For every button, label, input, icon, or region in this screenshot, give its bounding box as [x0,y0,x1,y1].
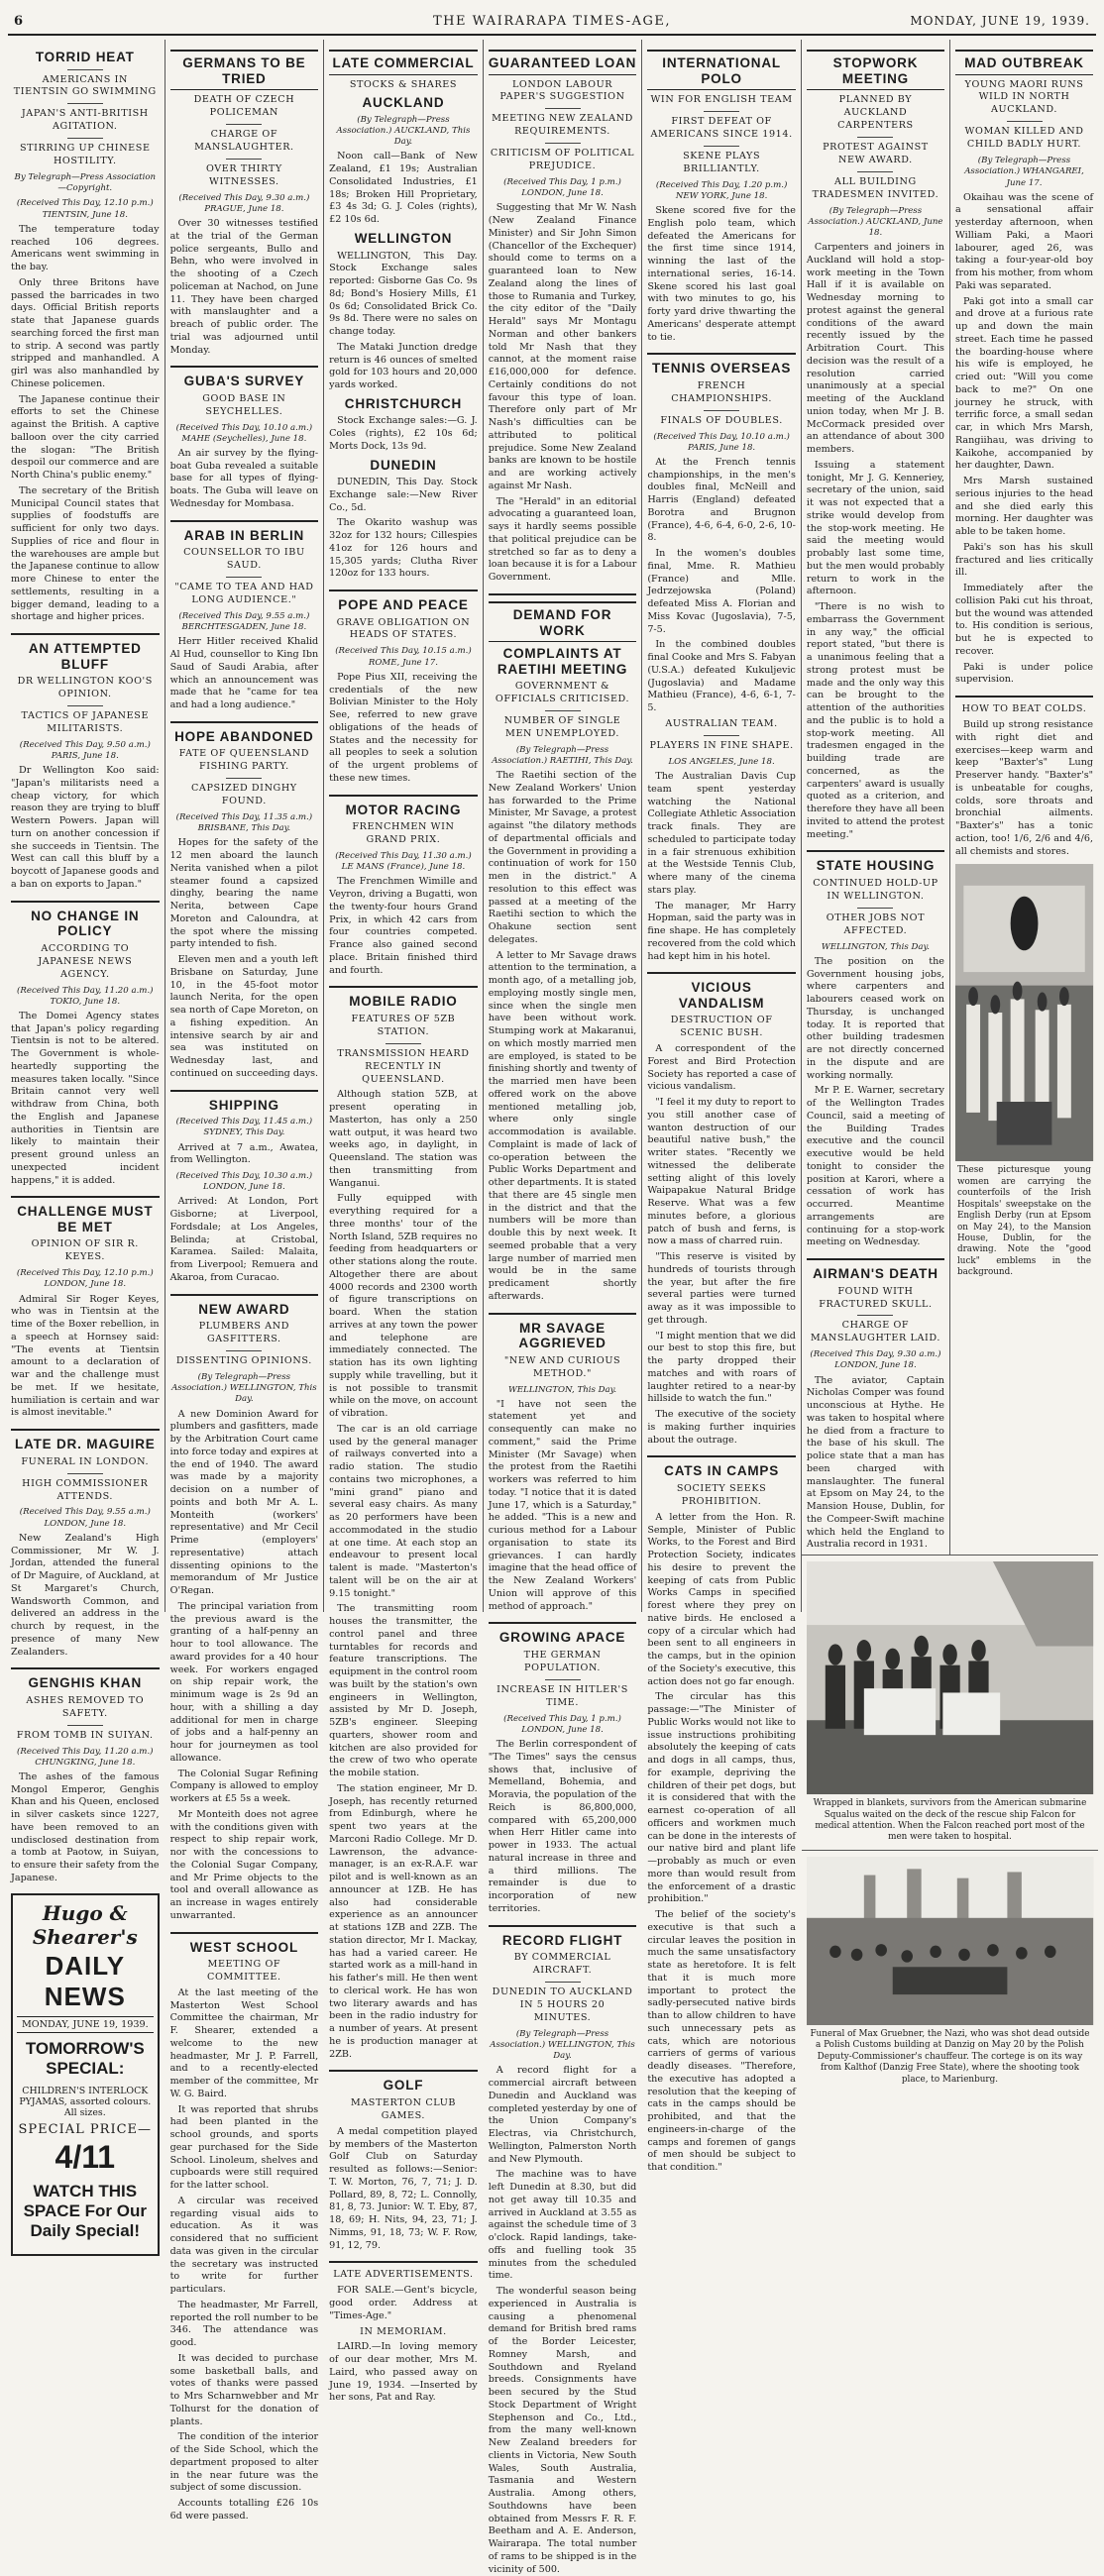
subhead: DESTRUCTION OF SCENIC BUSH. [670,1015,773,1039]
subhead: PLUMBERS AND GASFITTERS. [198,1321,290,1345]
headline-germans-to-be-tried: GERMANS TO BE TRIED [170,50,319,90]
headline-late-dr-maguire: LATE DR. MAGUIRE [15,1437,156,1452]
paragraph: Only three Britons have passed the barricades in two days. Official British reports state that Japanese guards searching forced the first man to strip. A second was partly stripped and manhandled. A girl was also manhandled by Chinese policemen. [11,276,160,389]
paragraph: Suggesting that Mr W. Nash (New Zealand Finance Minister) and Sir John Simon (Chancellor of the Exchequer) should come to terms on a guaranteed loan to New Zealand along the lines of those to Rumania and Turkey, the city editor of the "Daily Herald" says Mr Montagu Norman and other bankers told Mr Nash that they cannot, at the moment raise £16,000,000 for defence. Certainly conditions do not favour this type of loan. Therefore only part of Mr Nash's difficulties can be attributed to political prejudice. Some New Zealand banks are known to be hostile and are working actively against Mr Nash. [488,202,637,491]
divider [857,137,893,138]
paragraph: The ashes of the famous Mongol Emperor, Genghis Khan and his Queen, enclosed in silver caskets since 1227, have been removed to an undisclosed destination from a tomb at Paotow, in Suiyan, to ensure their safety from the Japanese. [11,1771,160,1883]
headline-attempted-bluff: AN ATTEMPTED BLUFF [28,641,142,672]
divider [545,108,581,109]
headline-shipping: SHIPPING [208,1097,279,1113]
received-line: (Received This Day, 11.30 a.m.) LE MANS (France), June 18. [335,850,472,873]
column-1 [6,40,166,2241]
subhead: DEATH OF CZECH POLICEMAN [193,94,295,118]
subhead: AUSTRALIAN TEAM. [665,717,778,729]
section-rule [170,1932,319,1934]
paragraph: Herr Hitler received Khalid Al Hud, counsellor to King Ibn Saud of Saudi Arabia, after which an announcement was made that he "came for tea and had a long audience." [169,636,319,711]
section-rule [11,901,160,903]
headline-state-housing: STATE HOUSING [816,858,936,874]
section-rule [170,366,319,368]
section-rule [647,1455,796,1457]
headline-gubas-survey: GUBA'S SURVEY [183,374,305,389]
subhead: CONTINUED HOLD-UP IN WELLINGTON. [813,877,938,902]
paragraph: Dr Wellington Koo said: "Japan's militarists need a cheap victory, for which reason they are trying to bluff Western Powers. Japan will turn on another concession if she succeeds in Tientsin. The West can call this bluff by a boycott of Japanese goods and a ban on exports to Japan." [11,765,160,890]
received-line: (Received This Day, 10.15 a.m.) ROME, June 17. [335,646,472,668]
paragraph: The wonderful season being experienced in Australia is causing a phenomenal demand for British bred rams of the Border Leicester, Romney Marsh, and Southdown and Ryeland breeds. Consignments have been secured by the Stud Stock Department of Wright Stephenson and Co., Ltd., from the many well-known New Zealand breeders for clients in Victoria, New South Wales, South Australia, Tasmania and Western Australia. Among others, Southdowns have been obtained from Messrs F. R. F. Beetham and A. E. Anderson, Wairarapa. The total number of rams to be shipped is in the vicinity of 500. [488,2286,637,2575]
divider [67,69,103,70]
section-rule [647,353,796,355]
section-rule [170,1294,319,1296]
section-auckland: AUCKLAND [362,95,445,111]
paragraph: Build up strong resistance with right diet and exercises—keep warm and keep "Baxter's" Lung Preserver handy. "Baxter's" is unbeatable for coughs, colds, sore throats and bronchial ailments. "Baxter's" has a tonic action, too! 1/6, 2/6 and 4/6, all chemists and stores. [954,719,1094,857]
headline-growing-apace: GROWING APACE [498,1630,626,1646]
classified-ad: FOR SALE.—Gent's bicycle, good order. Address at "Times-Age." [329,2285,478,2321]
headline-motor-racing: MOTOR RACING [345,802,462,817]
column-5 [642,40,802,2174]
subhead: NUMBER OF SINGLE MEN UNEMPLOYED. [503,714,621,739]
in-memoriam-heading: IN MEMORIAM. [360,2325,447,2337]
received-line: (Received This Day, 10.10 a.m.) PARIS, June 18. [653,431,790,453]
paragraph: Immediately after the collision Paki cut his throat, but the wound was attended to. His condition is serious, but he is expected to recover. [954,583,1094,657]
photo-irish-sweepstake [955,864,1093,1161]
paragraph: The car is an old carriage used by the general manager of railways converted into a radio station. The studio contains two microphones, a "mini grand" piano and several easy chairs. As many as 20 performers have been accommodated in the studio at one time. At each stop an endeavour to present local talent is made. "Masterton's talent will be on the air at 9.15 tonight." [329,1423,478,1599]
section-rule [489,1622,637,1624]
subhead: AMERICANS IN TIENTSIN GO SWIMMING [13,73,157,98]
received-line: (By Telegraph—Press Association.) WELLINGTON, This Day. [490,2028,635,2062]
paragraph: A correspondent of the Forest and Bird Protection Society has reported a case of vicious vandalism. [647,1043,796,1093]
paragraph: It was reported that shrubs had been planted in the school grounds, and sports gear purchased for the Side School. Linoleum, shelves and cupboards were still required for the latter school. [169,2103,319,2192]
paragraph: Stock Exchange sales:—G. J. Coles (rights), £2 10s 6d; Morts Dock, 13s 9d. [329,415,478,452]
section-rule [11,1667,160,1669]
headline-mad-outbreak: MAD OUTBREAK [955,50,1093,75]
received-line: (Received This Day, 12.10 p.m.) TIENTSIN, June 18. [16,198,154,220]
divider [857,1315,893,1316]
subhead: STIRRING UP CHINESE HOSTILITY. [20,143,151,167]
paragraph: Mrs Marsh sustained serious injuries to the head and she died early this morning. Her daughter was able to be taken home. [954,476,1094,538]
paragraph: "This reserve is visited by hundreds of tourists through the year, but after the fire several parties were turned away as it was impossible to get through. [647,1251,796,1326]
paragraph: The secretary of the British Municipal Council states that supplies of foodstuffs are sufficient for only two days. Supplies of rice and flour in the warehouses are ample but the Japanese continue to allow more Chinese to enter the settlements, resulting in a bigger demand, leading to a shortage and higher prices. [11,484,160,623]
subhead: COUNSELLOR TO IBU SAUD. [183,547,305,572]
paragraph: Pope Pius XII, receiving the credentials of the new Bolivian Minister to the Holy See, referred to new grave obligations of the heads of States and the necessity for all peoples to seek a solution of the urgent problems of these new times. [329,671,478,784]
paragraph: Although station 5ZB, at present operating in Masterton, has only a 250 watt output, it was heard two weeks ago, in daylight, in Queensland. The station was then transmitting from Wanganui. [329,1089,478,1189]
headline-stopwork-meeting: STOPWORK MEETING [807,50,944,90]
subhead: DR WELLINGTON KOO'S OPINION. [17,676,153,700]
paragraph: In the women's doubles final, Mme. R. Mathieu (France) and Mlle. Jedrzejowska (Poland) defeated Miss A. Florian and Miss Kovac (Jugoslavia), 7-5, 7-5. [647,548,796,635]
paragraph: A new Dominion Award for plumbers and gasfitters, made by the Arbitration Court came into force today and expires at the end of 1940. The award was made by a majority decision on a number of points and both Mr A. L. Monteith (workers' representative) and Mr Cecil Prime (employers' representative) attach dissenting opinions to the memorandum of Mr Justice O'Regan. [169,1408,319,1596]
paragraph: A medal competition played by members of the Masterton Golf Club on Saturday resulted as follows:—Senior: T. W. Morton, 76, 7, 71; J. D. Pollard, 89, 8, 72; L. Connolly, 81, 8, 73. Junior: W. T. Eby, 87, 18, 69; H. Nits, 94, 23, 71; J. Nimms, 91, 18, 73; W. F. Row, 91, 12, 79. [329,2125,478,2251]
paragraph: The Frenchmen Wimille and Veyron, driving a Bugatti, won the twenty-four hours Grand Prix, in which 42 cars from four countries competed. France also gained second place. Britain finished third and fourth. [329,876,478,976]
headline-hope-abandoned: HOPE ABANDONED [174,728,314,744]
paragraph: The Mataki Junction dredge return is 46 ounces of smelted gold for 103 hours and 20,000 yards worked. [329,341,478,390]
paragraph: The headmaster, Mr Farrell, reported the roll number to be 346. The attendance was good. [169,2299,319,2349]
divider [857,908,893,909]
paragraph: "I feel it my duty to report to you still another case of wanton destruction of our beautiful native bush," the writer states. "Recently we witnessed the deliberate setting alight of this lovely Waipapakue Natural Bridge Reserve. What was a few minutes before, a glorious patch of bush and ferns, is now a mass of charred ruin. [647,1097,796,1247]
paragraph: Fully equipped with everything required for a three months' tour of the North Island, 5ZB requires no feeding from headquarters or other stations along the route. Altogether there are about 4000 records and 2300 worth of figure transcriptions on board. When the station arrives at any town the power and telephone are immediately connected. The station has its own lighting supply while travelling, but it is not possible to transmit while on the move, on account of vibration. [329,1193,478,1420]
subhead: TACTICS OF JAPANESE MILITARISTS. [21,709,150,734]
memoriam-notice: LAIRD.—In loving memory of our dear mother, Mrs M. Laird, who passed away on June 19, 1934. —Inserted by her sons, Pat and Ray. [329,2341,478,2404]
headline-arab-in-berlin: ARAB IN BERLIN [183,527,305,543]
subhead: PLAYERS IN FINE SHAPE. [649,739,794,751]
paragraph: Paki is under police supervision. [954,661,1094,686]
received-line: WELLINGTON, This Day. [507,1384,617,1395]
headline-pope-and-peace: POPE AND PEACE [338,597,469,613]
received-line: (Received This Day, 1 p.m.) LONDON, June 18. [503,1713,621,1735]
subhead: THE GERMAN POPULATION. [523,1649,602,1673]
paragraph: The machine was to have left Dunedin at 8.30, but did not get away till 10.35 and arrived in Auckland at 3.55 as against the schedule time of 3 o'clock. Rapid landings, take-offs and fuelling took 35 minutes from the scheduled time. [488,2169,637,2282]
paragraph: The Japanese continue their efforts to set the Chinese against the British. A captive balloon over the city carried the slogan: "The British despoil our commerce and are North China's public enemy." [11,393,160,482]
section-rule [489,593,637,595]
received-line: (Received This Day, 10.30 a.m.) LONDON, June 18. [175,1171,313,1193]
funeral-photo-block [802,1850,1098,2092]
hugo-shearer-advertisement [11,1893,160,2256]
column-4 [484,40,643,2575]
headline-mobile-radio: MOBILE RADIO [349,994,458,1010]
subhead: OPINION OF SIR R. KEYES. [31,1238,139,1263]
paragraph: It was decided to purchase some basketball balls, and votes of thanks were passed to Mrs Scharnwebber and Mr Tolhurst for the donation of plants. [169,2352,319,2427]
divider [67,1725,103,1726]
headline-mr-savage-aggrieved: MR SAVAGE AGGRIEVED [518,1320,607,1351]
divider [857,171,893,172]
paragraph: The Raetihi section of the New Zealand Workers' Union has forwarded to the Prime Minister, Mr Savage, a protest against "the dilatory methods of departmental officials and the Government in providing a continuation of work for 150 men in the district." A resolution to this effect was passed at a meeting of the Raetihi section to which the Ohakune section sent delegates. [488,770,637,945]
divider [67,138,103,139]
paragraph: The belief of the society's executive is that such a circular leaves the position in much the same unsatisfactory state as heretofore. It is felt that it is much more important to protect the sadly-persecuted native birds than to allow children to have such unnecessary pets as cats, which are notorious carriers of germs of various deadly diseases. "Therefore, the executive has adopted a resolution that the keeping of cats in the camps should be prohibited, and that the engineers-in-charge of the camps and foremen of gangs of men should be subject to that condition." [647,1909,796,2174]
divider [1007,121,1043,122]
received-line: (By Telegraph—Press Association.) AUCKLAND, This Day. [336,114,471,148]
late-advertisements-heading: LATE ADVERTISEMENTS. [333,2269,474,2281]
subhead-raetihi-meeting: COMPLAINTS AT RAETIHI MEETING [497,646,628,677]
section-rule [489,1313,637,1315]
ad-price: 4/11 [55,2138,116,2175]
ad-brand: Hugo & Shearer's [32,1900,138,1949]
ad-tomorrows-special: TOMORROW'S SPECIAL: [25,2038,145,2079]
subhead: FATE OF QUEENSLAND FISHING PARTY. [178,748,310,773]
subhead: GOVERNMENT & OFFICIALS CRITICISED. [495,681,630,704]
paragraph: The station engineer, Mr D. Joseph, has recently returned from Edinburgh, where he spent two years at the Marconi Radio College. Mr D. Lawrenson, the advance-manager, is an ex-R.A.F. war pilot and is well-known as an announcer at 1ZB. He has also had considerable experience as an announcer at stations 1ZB and 2ZB. The station director, Mr I. Mackay, has had a varied career. He started work as a mill-hand in his father's mill. He then went to clerical work. He has won two literary awards and has been in the radio industry for a number of years. At present he is production manager at 2ZB. [329,1782,478,2060]
headline-challenge: CHALLENGE MUST BE MET [17,1204,154,1234]
subhead: ALL BUILDING TRADESMEN INVITED. [812,175,939,200]
subhead: OTHER JOBS NOT AFFECTED. [826,912,926,936]
section-rule [807,850,944,852]
headline-airmans-death: AIRMAN'S DEATH [813,1266,938,1282]
paragraph: At the French tennis championships, in the men's doubles final, McNeill and Harris (England) defeated Borotra and Brugnon (France), 4-6, 6-4, 6-0, 2-6, 10-8. [647,456,796,544]
paragraph: The position on the Government housing jobs, where carpenters and labourers ceased work on Thursday, is unchanged today. It is reported that other building tradesmen are not directly concerned in the dispute and are working normally. [806,955,944,1081]
received-line: (Received This Day, 12.10 p.m.) LONDON, June 18. [16,1268,154,1290]
page-columns [6,40,1098,2575]
subhead: CHARGE OF MANSLAUGHTER LAID. [810,1320,940,1344]
paragraph: An air survey by the flying-boat Guba revealed a suitable base for all types of flying-boats. The Guba will leave on Wednesday for Mombasa. [169,447,319,509]
paragraph: Over 30 witnesses testified at the trial of the German police sergeants, Bullo and Behn, who were involved in the shooting of a Czech policeman at Nachod, on June 11. They have been charged with manslaughter and a breach of public order. The trial was adjourned until Monday. [169,218,319,356]
divider [704,146,739,147]
paragraph: Arrived at 7 a.m., Awatea, from Wellington. [169,1141,319,1166]
paragraph: A record flight for a commercial aircraft between Dunedin and Auckland was completed yesterday by one of the Union Company's Electras, via Christchurch, Wellington, Palmerston North and New Plymouth. [488,2065,637,2165]
paragraph: A letter to Mr Savage draws attention to the termination, a month ago, of a metalling job, employing mostly single men, since when the single men have been without work. Stumping work at Makaranui, on which mostly married men are employed, is stated to be finishing shortly and twenty of the married men have been offered work on the above mentioned metalling job, where only single accommodation is available. Complaint is made of lack of co-operation between the Public Works Department and other departments. It is stated that there are 45 single men in the district and that the numbers will be more than double this by next week. It seemed probable that a very large number of married men would be in the same predicament shortly afterwards. [488,949,637,1302]
subhead: MEETING OF COMMITTEE. [207,1959,281,1983]
received-line: (By Telegraph—Press Association.) AUCKLAND, June 18. [808,205,943,238]
headline-international-polo: INTERNATIONAL POLO [647,50,796,90]
headline-record-flight: RECORD FLIGHT [501,1932,623,1948]
paragraph: At the last meeting of the Masterton West School Committee the chairman, Mr F. Shearer, extended a welcome to the new headmaster, Mr J. P. Farrell, and to a recently-elected member of the committee, Mr W. G. Baird. [169,1986,319,2099]
paragraph: Noon call—Bank of New Zealand, £1 19s; Australian Consolidated Industries, £1 18s; Broken Hill Proprietary, £3 4s 3d; G. J. Coles (rights), £2 10s 6d. [329,151,478,226]
received-line: (Received This Day, 9.30 a.m.) PRAGUE, June 18. [178,192,310,214]
paragraph: The Berlin correspondent of "The Times" says the census shows that, inclusive of Memelland, Bohemia, and Moravia, the population of the Reich is 86,800,000, compared with 65,200,000 when Herr Hitler came into power in 1933. The actual natural increase in three and a third millions. The remainder is due to incorporation of new territories. [488,1739,637,1914]
subhead: JAPAN'S ANTI-BRITISH AGITATION. [21,108,149,133]
received-line: (Received This Day, 11.35 a.m.) BRISBANE, This Day. [175,812,313,834]
subhead: BY COMMERCIAL AIRCRAFT. [513,1952,611,1977]
section-rule [329,986,478,988]
ad-date: MONDAY, JUNE 19, 1939. [17,2016,154,2033]
section-rule [170,520,319,522]
paragraph: The Domei Agency states that Japan's policy regarding Tientsin is not to be altered. The Government is whole-heartedly supporting the measures taken locally. "Since Britain cannot very well withdraw from China, both the English and Japanese authorities in Tientsin are likely to maintain their present ground unless an unexpected incident happens," it is added. [11,1010,160,1186]
right-top [802,40,1098,1555]
ad-watch-this-space: WATCH THIS SPACE For Our Daily Special! [23,2181,147,2241]
divider [704,111,739,112]
section-rule [11,633,160,635]
paragraph: Admiral Sir Roger Keyes, who was in Tientsin at the time of the Boxer rebellion, in a speech at Hornsey said: "The events at Tientsin amount to a declaration of war and the challenge must be met. If we hesitate, humiliation is certain and war is almost inevitable." [11,1293,160,1419]
paragraph: DUNEDIN, This Day. Stock Exchange sale:—New River Co., 5d. [329,477,478,513]
section-christchurch: CHRISTCHURCH [344,395,463,411]
paragraph: The circular has this passage:—"The Minister of Public Works would not like to issue instructions prohibiting absolutely the keeping of cats and dogs in all camps, thus, for example, depriving the children of their pet dogs, but it is considered that with the earnest co-operation of all officers and workmen much can be done in the interests of our native bird and plant life—probably as much or even more than would result from the enforcement of a drastic prohibition." [647,1691,796,1905]
section-rule [170,1090,319,1092]
paragraph: Issuing a statement tonight, Mr J. G. Kenneriey, secretary of the union, said it was not expected that a strike would develop from the stop-work meeting. He said the meeting would probably last some time, but the men would probably return to work in the afternoon. [806,459,944,597]
section-rule [955,696,1093,698]
paragraph: The transmitting room houses the transmitter, the control panel and three turntables for records and feature transcriptions. The equipment in the control room was built by the station's own engineers in Wellington, assisted by Mr D. Joseph, 5ZB's engineer. Sleeping quarters, shower room and kitchen are also provided for the crew of two who operate the mobile station. [329,1603,478,1779]
section-rule [329,2261,478,2263]
subhead: FIRST DEFEAT OF AMERICANS SINCE 1914. [650,115,793,140]
caption-irish-sweepstake: These picturesque young women are carrying the counterfoils of the Irish Hospitals' sweepstake on the English Derby (run at Epsom on May 24), to the Mansion House, Dublin, for the drawing. Note the "good luck" emblems in the background. [956,1165,1092,1278]
headline-tennis-overseas: TENNIS OVERSEAS [651,361,792,376]
subhead: DUNEDIN TO AUCKLAND IN 5 HOURS 20 MINUTES. [492,1986,633,2023]
photo-squalus-survivors [807,1561,1093,1794]
subhead: FOUND WITH FRACTURED SKULL. [819,1285,933,1310]
headline-torrid-heat: TORRID HEAT [35,50,135,64]
subhead: CRITICISM OF POLITICAL PREJUDICE. [490,148,635,172]
page-number: 6 [14,14,24,29]
photo-gruebner-funeral-image [807,1857,1093,2025]
divider [226,577,262,578]
paragraph: Paki got into a small car and drove at a furious rate up and down the main street. Each time he passed the boarding-house where his wife is employed, he cried out: "Will you come back to me?" On one journey he struck, with terrific force, a small sedan car, in which Mrs Marsh, Rangiihau, was driving to Kaikohe, accompanied by her daughter, Dawn. [954,295,1094,472]
newspaper-title: THE WAIRARAPA TIMES-AGE, [432,14,672,29]
divider [226,159,262,160]
divider [704,410,739,411]
section-rule [647,972,796,974]
subhead: CHARGE OF MANSLAUGHTER. [194,128,294,153]
paragraph: WELLINGTON, This Day. Stock Exchange sales reported: Gisborne Gas Co. 9s 8d; Bond's Hosiery Mills, £1 0s 6d; Consolidated Brick Co. 9s 8d. There were no sales on change today. [329,250,478,337]
paragraph: A circular was received regarding visual aids to education. As it was considered that no sufficient data was given in the circular the secretary was instructed to write for further particulars. [169,2195,319,2296]
paragraph: Skene scored five for the English polo team, which defeated the Americans for the first time since 1914, winning the last of the international series, 16-14. Skene scored his last goal with two minutes to go, his forty yard drive thwarting the Americans' desperate attempt to tie. [647,205,796,343]
subhead: GOOD BASE IN SEYCHELLES. [202,392,286,417]
paragraph: Paki's son has his skull fractured and lies critically ill. [954,541,1094,579]
column-6 [802,40,950,1555]
divider [704,735,739,736]
headline-guaranteed-loan: GUARANTEED LOAN [489,50,637,75]
headline-genghis-khan: GENGHIS KHAN [28,1675,143,1691]
ad-item: CHILDREN'S INTERLOCK PYJAMAS, assorted colours. All sizes. [19,2085,152,2118]
headline-cats-in-camps: CATS IN CAMPS [664,1463,780,1479]
subhead: MEETING NEW ZEALAND REQUIREMENTS. [492,113,633,138]
paragraph: The "Herald" in an editorial advocating a guaranteed loan, says it hardly seems possible that political prejudice can be stretched so far as to deny a loan because it is for a Labour Government. [488,495,637,584]
received-line: (By Telegraph—Press Association.) WHANGAREI, June 17. [964,156,1084,188]
headline-golf: GOLF [383,2078,424,2093]
divider [545,1679,581,1680]
paragraph: Carpenters and joiners in Auckland will hold a stop-work meeting in the Town Hall if it is available on Wednesday morning to protest against the general conditions of the award recently issued by the Arbitration Court. This decision was the result of a resolution carried unanimously at a special meeting of the Auckland union today, when Mr J. B. McCormack presided over an attendance of about 300 members. [806,242,944,456]
subhead: FRENCHMEN WIN GRAND PRIX. [352,821,455,845]
divider [67,103,103,104]
subhead: YOUNG MAORI RUNS WILD IN NORTH AUCKLAND. [964,78,1084,116]
divider [386,1043,421,1044]
divider [545,710,581,711]
paragraph: The condition of the interior of the Side School, which the department proposed to alter in the near future was the subject of some discussion. [169,2431,319,2494]
headline-how-to-beat-colds: HOW TO BEAT COLDS. [961,703,1087,715]
received-line: (Received This Day, 11.45 a.m.) SYDNEY, This Day. [175,1117,313,1138]
subhead: PLANNED BY AUCKLAND CARPENTERS [837,94,914,131]
submarine-photo-block [802,1555,1098,1850]
subhead: FUNERAL IN LONDON. [21,1455,150,1467]
divider [226,1350,262,1351]
paragraph: The Colonial Sugar Refining Company is allowed to employ workers at £5 5s a week. [169,1768,319,1804]
subhead: ACCORDING TO JAPANESE NEWS AGENCY. [38,942,133,980]
paragraph: The aviator, Captain Nicholas Comper was found unconscious at Hythe. He was taken to hospital where he died from a fracture to the base of his skull. The police state that a man has been charged with manslaughter. The funeral at Epsom on May 24, to the Mansion House, Dublin, for the Compeer-Swift machine which held the England to Australia record in 1931. [806,1374,944,1551]
divider [67,705,103,706]
subhead: INCREASE IN HITLER'S TIME. [497,1683,628,1708]
paragraph: The temperature today reached 106 degrees. Americans went swimming in the bay. [11,223,160,273]
received-line: (Received This Day, 9.50 a.m.) PARIS, June 18. [19,739,151,762]
paragraph: Accounts totalling £26 10s 6d were passed. [169,2498,319,2522]
section-rule [329,2070,478,2072]
section-rule [329,795,478,797]
paragraph: The Okarito washup was 32oz for 132 hours; Cillespies 41oz for 126 hours and 15,305 yards; Clutha River 120oz for 133 hours. [329,517,478,580]
subhead: "NEW AND CURIOUS METHOD." [503,1354,621,1379]
received-line: (By Telegraph—Press Association.) WELLINGTON, This Day. [171,1371,317,1405]
subhead: FRENCH CHAMPIONSHIPS. [671,379,773,404]
paragraph: Mr P. E. Warner, secretary of the Wellington Trades Council, said a meeting of the Building Trades executive and the council executive would be held tonight to consider the position at Karori, where a cessation of work has occurred. Meantime arrangements are continuing for a stop-work meeting on Wednesday. [806,1085,944,1248]
section-wellington: WELLINGTON [354,230,453,246]
headline-demand-for-work: DEMAND FOR WORK [489,601,637,642]
ad-daily-news: DAILY NEWS [44,1950,126,2011]
section-dunedin: DUNEDIN [370,457,437,473]
subhead: PROTEST AGAINST NEW AWARD. [823,141,929,165]
issue-date: MONDAY, JUNE 19, 1939. [910,14,1090,28]
received-line: (Received This Day, 9.30 a.m.) LONDON, June 18. [810,1349,941,1371]
section-rule [489,1925,637,1927]
divider [226,124,262,125]
caption-squalus-survivors: Wrapped in blankets, survivors from the American submarine Squalus waited on the deck of the rescue ship Falcon for medical attention. When the Falcon reached port most of the men were taken to hospital. [813,1798,1087,1843]
subhead: LONDON LABOUR PAPER'S SUGGESTION [499,78,625,103]
subhead: MASTERTON CLUB GAMES. [350,2096,457,2121]
subhead: CAPSIZED DINGHY FOUND. [190,783,297,807]
column-3 [324,40,484,2404]
subhead: TRANSMISSION HEARD RECENTLY IN QUEENSLAND. [337,1047,470,1085]
divider [226,778,262,779]
wire-credit: By Telegraph—Press Association—Copyright. [14,172,157,194]
subhead: FINALS OF DOUBLES. [660,414,783,426]
column-7 [950,40,1098,1555]
subhead: DISSENTING OPINIONS. [175,1355,312,1367]
paragraph: The principal variation from the previous award is the granting of a half-penny an hour to tool allowance. The award provides for a 40 hour week. For workers engaged on ship repair work, the minimum wage is 2s 9d an hour, with a shilling a day additional for men in charge of jobs and a half-penny an hour for journeymen as tool allowance. [169,1600,319,1764]
received-line: (Received This Day, 9.55 a.m.) LONDON, June 18. [19,1507,151,1529]
section-rule [11,1196,160,1198]
received-line: (By Telegraph—Press Association.) RAETIHI, This Day. [492,744,633,766]
received-line: (Received This Day, 11.20 a.m.) CHUNGKING, June 18. [17,1746,154,1768]
headline-vicious-vandalism: VICIOUS VANDALISM [678,980,765,1011]
subhead: OVER THIRTY WITNESSES. [205,162,282,187]
paragraph: The Australian Davis Cup team spent yesterday watching the National Collegiate Athletic Association track finals. They are scheduled to participate today in a fair strenuous exhibition at the Westside Tennis Club, where many of the cinema stars play. [647,771,796,896]
ad-special-price-label: SPECIAL PRICE— [18,2121,153,2137]
paragraph: In the combined doubles final Cooke and Mrs S. Fabyan (U.S.A.) defeated Kukuljevic (Jugoslavia) and Madame Mathieu (France), 4-6, 6-1, 7-5. [647,639,796,714]
subhead: GRAVE OBLIGATION ON HEADS OF STATES. [336,616,471,641]
photo-gruebner-funeral [807,1857,1093,2025]
paragraph: Hopes for the safety of the 12 men aboard the launch Nerita vanished when a pilot steamer found a capsized dinghy, bearing the name Nerita, between Cape Moreton and Caloundra, at the spot where the missing party intended to fish. [169,837,319,950]
subhead: WIN FOR ENGLISH TEAM [650,94,793,106]
paragraph: Eleven men and a youth left Brisbane on Saturday, June 10, in the 45-foot motor launch Nerita, for the open sea north of Cape Moreton, on a fishing expedition. An intensive search by air and sea was instituted on Wednesday last, and continued on succeeding days. [169,954,319,1079]
subhead: SKENE PLAYS BRILLIANTLY. [683,150,761,174]
received-line: WELLINGTON, This Day. [821,941,930,952]
paragraph: "I have not seen the statement yet and consequently can make no comment," said the Prime Minister (Mr Savage) when the protest from the Raetihi workers was referred to him today. "I notice that it is dated June 17, which is a Saturday," he added. "This is a new and curious method for a Labour organisation to state its grievances. I can hardly imagine that the head office of the New Zealand Workers' Union will approve of this method of approach." [488,1398,637,1612]
photo-irish-sweepstake-image [955,864,1093,1161]
paragraph: New Zealand's High Commissioner, Mr W. J. Jordan, attended the funeral of Dr Maguire, of Auckland, at St Margaret's Church, Wandsworth Common, and delivered an address in the church by request, in the presence of many New Zealanders. [11,1532,160,1658]
paragraph: A letter from the Hon. R. Semple, Minister of Public Works, to the Forest and Bird Protection Society, indicates his desire to prevent the keeping of cats from Public Works Camps in specified forest where they prey on native birds. He enclosed a copy of a circular which had been sent to all engineers in the camps, but in the opinion of the Society's executive, this action does not go far enough. [647,1511,796,1687]
section-rule [807,1258,944,1260]
section-rule [329,590,478,591]
headline-west-school: WEST SCHOOL [189,1939,299,1955]
divider [545,1982,581,1983]
subhead: WOMAN KILLED AND CHILD BADLY HURT. [964,126,1084,151]
paragraph: Mr Monteith does not agree with the conditions given with respect to ship repair work, nor with the concessions to the Colonial Sugar Company, and Mr Prime objects to the tool and overall allowance as an increase in wages entirely unwarranted. [169,1808,319,1921]
headline-new-award: NEW AWARD [198,1301,290,1317]
received-line: (Received This Day, 1.20 p.m.) NEW YORK, June 18. [655,179,788,201]
section-rule [11,1429,160,1431]
received-line: (Received This Day, 1 p.m.) LONDON, June 18. [503,177,621,199]
paragraph: "I might mention that we did our best to stop this fire, but the party dropped their matches and with roars of laughter retired to a near-by hillside to watch the fun." [647,1330,796,1405]
divider [67,1473,103,1474]
paragraph: Okaihau was the scene of a sensational affair yesterday afternoon, when William Paki, a Maori labourer, aged 26, was taking a four-year-old boy from his mother, from whom Paki was separated. [954,191,1094,291]
divider [545,143,581,144]
section-rule [170,721,319,723]
column-2 [166,40,325,2522]
received-line: LOS ANGELES, June 18. [668,756,775,767]
paragraph: Arrived: At London, Port Gisborne; at Liverpool, Fordsdale; at Los Angeles, Belinda; at Cristobal, Karamea. Sailed: Malaita, from Liverpool; Remuera and Akaroa, from Curacao. [169,1196,319,1283]
subhead: FEATURES OF 5ZB STATION. [351,1013,456,1037]
received-line: (Received This Day, 9.55 a.m.) BERCHTESGADEN, June 18. [178,611,310,633]
subhead: SOCIETY SEEKS PROHIBITION. [676,1482,767,1507]
subhead: FROM TOMB IN SUIYAN. [16,1729,154,1741]
subhead: "CAME TO TEA AND HAD LONG AUDIENCE." [174,582,314,606]
right-block [802,40,1098,2085]
paragraph: "There is no wish to embarrass the Government in any way," the official report stated, "but there is a unanimous feeling that a strong protest must be made and the only way this can be brought to the attention of the authorities and the public is to hold a stop-work meeting. All tradesmen engaged in the building trade are concerned, as the carpenters' award is usually quoted as a criterion, and therefore they have all been invited to attend the protest meeting." [806,601,944,840]
headline-no-change-in-policy: NO CHANGE IN POLICY [31,908,140,939]
photo-squalus-survivors-image [807,1561,1093,1794]
headline-late-commercial: LATE COMMERCIAL [329,50,478,75]
caption-gruebner-funeral: Funeral of Max Gruebner, the Nazi, who was shot dead outside a Polish Customs building at Danzig on May 20 by the Polish Deputy-Commissioner's chauffeur. The cortege is on its way from Kalthof (Danzig Free State), where the shooting took place, to Marienburg. [810,2028,1090,2085]
subhead: HIGH COMMISSIONER ATTENDS. [22,1477,149,1502]
paragraph: The executive of the society is making further inquiries about the outrage. [647,1409,796,1446]
received-line: (Received This Day, 10.10 a.m.) MAHE (Seychelles), June 18. [175,422,313,444]
paragraph: The manager, Mr Harry Hopman, said the party was in fine shape. He has completely recovered from the cold which had kept him in his hotel. [647,900,796,962]
subhead: STOCKS & SHARES [349,78,458,90]
subhead: ASHES REMOVED TO SAFETY. [26,1694,145,1719]
masthead [8,10,1096,36]
received-line: (Received This Day, 11.20 a.m.) TOKIO, June 18. [17,985,154,1007]
